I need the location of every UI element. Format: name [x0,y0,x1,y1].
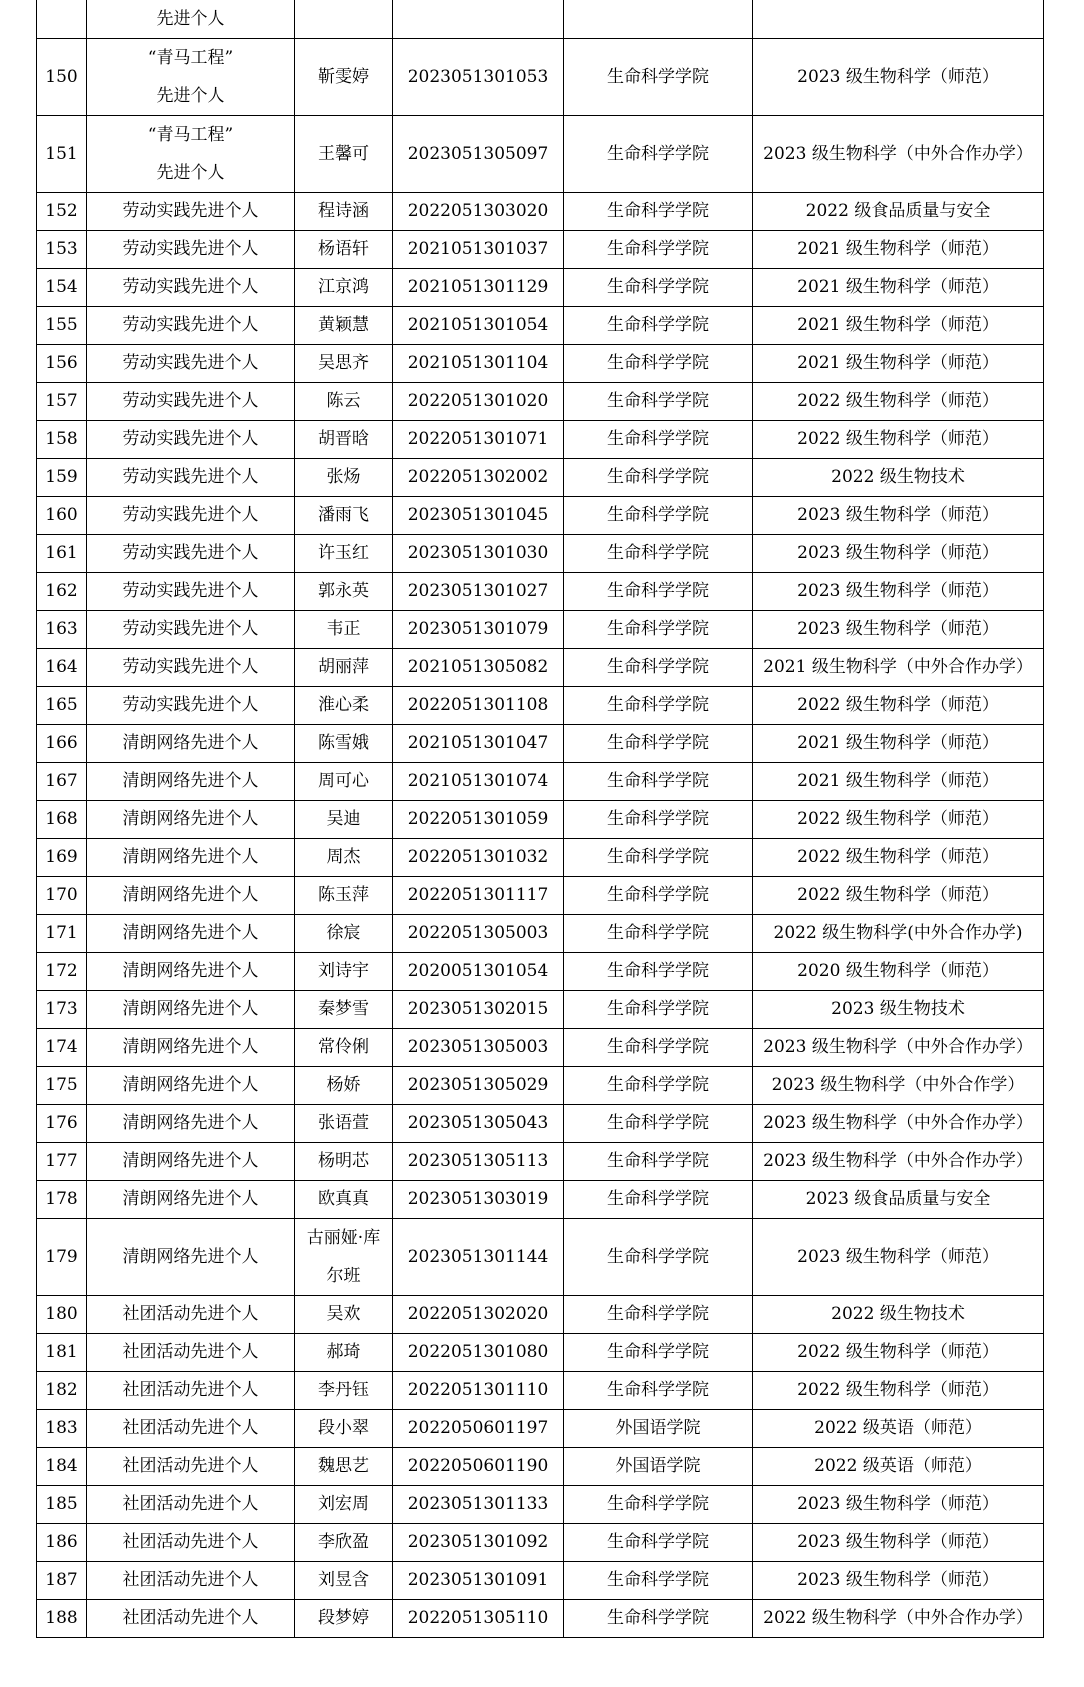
cell-award: 社团活动先进个人 [87,1296,295,1334]
cell-id: 2023051301133 [393,1486,564,1524]
cell-college: 生命科学学院 [564,39,753,116]
cell-no: 178 [37,1181,87,1219]
cell-college: 生命科学学院 [564,345,753,383]
cell-name [295,0,393,39]
cell-college: 生命科学学院 [564,649,753,687]
cell-award: 劳动实践先进个人 [87,231,295,269]
cell-award: 社团活动先进个人 [87,1372,295,1410]
cell-award: 劳动实践先进个人 [87,421,295,459]
cell-award-line: “青马工程” [147,48,234,68]
cell-no: 182 [37,1372,87,1410]
cell-id: 2021051301104 [393,345,564,383]
cell-college: 生命科学学院 [564,1029,753,1067]
cell-no: 172 [37,953,87,991]
table-row [37,383,1044,421]
cell-id: 2022051301032 [393,839,564,877]
cell-no: 185 [37,1486,87,1524]
cell-name: 许玉红 [295,535,393,573]
cell-name: 黄颖慧 [295,307,393,345]
cell-class [753,0,1044,39]
cell-college: 生命科学学院 [564,1600,753,1638]
cell-name: 韦正 [295,611,393,649]
table-row [37,1372,1044,1410]
cell-class: 2023 级生物科学（师范） [753,1524,1044,1562]
cell-no: 170 [37,877,87,915]
cell-name: 欧真真 [295,1181,393,1219]
cell-no: 169 [37,839,87,877]
cell-class: 2023 级生物科学（师范） [753,535,1044,573]
cell-id: 2023051305113 [393,1143,564,1181]
cell-class: 2020 级生物科学（师范） [753,953,1044,991]
cell-name: 靳雯婷 [295,39,393,116]
table-row [37,193,1044,231]
table-row-continuation [37,0,1044,39]
table-row [37,345,1044,383]
cell-award: 劳动实践先进个人 [87,649,295,687]
cell-name: 杨明芯 [295,1143,393,1181]
cell-class: 2021 级生物科学（师范） [753,345,1044,383]
table-row [37,763,1044,801]
cell-college: 生命科学学院 [564,1105,753,1143]
cell-name: 杨语轩 [295,231,393,269]
cell-no: 150 [37,39,87,116]
cell-no: 184 [37,1448,87,1486]
table-row [37,1562,1044,1600]
cell-college: 生命科学学院 [564,1486,753,1524]
award-table-body [37,0,1044,1638]
cell-class: 2022 级生物科学（师范） [753,421,1044,459]
cell-college: 生命科学学院 [564,801,753,839]
cell-no: 171 [37,915,87,953]
cell-college: 生命科学学院 [564,763,753,801]
cell-award: 劳动实践先进个人 [87,345,295,383]
cell-class: 2022 级英语（师范） [753,1410,1044,1448]
cell-award: 清朗网络先进个人 [87,1181,295,1219]
cell-id: 2021051301129 [393,269,564,307]
cell-college: 生命科学学院 [564,991,753,1029]
table-row [37,497,1044,535]
cell-college: 生命科学学院 [564,1524,753,1562]
cell-college: 生命科学学院 [564,1296,753,1334]
cell-id: 2023051301144 [393,1219,564,1296]
cell-award: 社团活动先进个人 [87,1486,295,1524]
cell-college: 生命科学学院 [564,725,753,763]
cell-class: 2022 级生物科学（师范） [753,839,1044,877]
cell-id: 2023051301092 [393,1524,564,1562]
cell-class: 2023 级生物科学（中外合作办学） [753,1029,1044,1067]
table-row [37,687,1044,725]
table-row [37,269,1044,307]
cell-no: 157 [37,383,87,421]
cell-award: 社团活动先进个人 [87,1600,295,1638]
cell-no: 164 [37,649,87,687]
table-row [37,1600,1044,1638]
cell-class: 2022 级食品质量与安全 [753,193,1044,231]
cell-award: 清朗网络先进个人 [87,801,295,839]
cell-id: 2022050601190 [393,1448,564,1486]
table-row [37,39,1044,116]
cell-no: 155 [37,307,87,345]
table-row [37,725,1044,763]
table-row [37,839,1044,877]
cell-name: 陈玉萍 [295,877,393,915]
table-row [37,1486,1044,1524]
cell-id: 2022051305110 [393,1600,564,1638]
cell-no: 183 [37,1410,87,1448]
cell-id: 2023051305097 [393,116,564,193]
cell-id: 2021051301074 [393,763,564,801]
cell-college [564,0,753,39]
cell-id: 2023051302015 [393,991,564,1029]
cell-college: 外国语学院 [564,1410,753,1448]
table-row [37,1105,1044,1143]
cell-class: 2022 级生物科学（师范） [753,877,1044,915]
cell-no: 186 [37,1524,87,1562]
cell-class: 2022 级生物科学（师范） [753,383,1044,421]
cell-id: 2023051301030 [393,535,564,573]
cell-name: 张炀 [295,459,393,497]
cell-award: 劳动实践先进个人 [87,535,295,573]
cell-no: 152 [37,193,87,231]
cell-award: 清朗网络先进个人 [87,877,295,915]
cell-college: 生命科学学院 [564,877,753,915]
cell-id: 2022051301071 [393,421,564,459]
cell-award: 社团活动先进个人 [87,1448,295,1486]
table-row [37,307,1044,345]
cell-award: 清朗网络先进个人 [87,763,295,801]
cell-no: 160 [37,497,87,535]
cell-award: 劳动实践先进个人 [87,497,295,535]
cell-college: 生命科学学院 [564,497,753,535]
cell-no: 188 [37,1600,87,1638]
cell-name-line: 尔班 [326,1266,361,1286]
cell-class: 2023 级生物科学（中外合作办学） [753,1105,1044,1143]
cell-name: 江京鸿 [295,269,393,307]
cell-id: 2023051305029 [393,1067,564,1105]
cell-class: 2022 级生物科学（师范） [753,801,1044,839]
table-row [37,1029,1044,1067]
cell-no: 158 [37,421,87,459]
cell-name: 段梦婷 [295,1600,393,1638]
cell-award [87,39,295,116]
cell-name: 王馨可 [295,116,393,193]
cell-award [87,116,295,193]
cell-id: 2022051302002 [393,459,564,497]
table-row [37,421,1044,459]
cell-name: 周可心 [295,763,393,801]
cell-college: 生命科学学院 [564,193,753,231]
cell-college: 生命科学学院 [564,573,753,611]
cell-name: 程诗涵 [295,193,393,231]
cell-name: 张语萱 [295,1105,393,1143]
cell-id: 2021051301054 [393,307,564,345]
cell-id: 2023051305043 [393,1105,564,1143]
cell-college: 生命科学学院 [564,1372,753,1410]
cell-no: 156 [37,345,87,383]
cell-no: 187 [37,1562,87,1600]
cell-no: 161 [37,535,87,573]
cell-name: 郭永英 [295,573,393,611]
cell-college: 生命科学学院 [564,1334,753,1372]
cell-name: 吴迪 [295,801,393,839]
cell-name: 李丹钰 [295,1372,393,1410]
cell-college: 生命科学学院 [564,383,753,421]
cell-id: 2022051301080 [393,1334,564,1372]
cell-no: 166 [37,725,87,763]
cell-name: 常伶俐 [295,1029,393,1067]
cell-class: 2022 级生物科学（中外合作办学） [753,1600,1044,1638]
cell-award: 社团活动先进个人 [87,1410,295,1448]
cell-class: 2023 级生物技术 [753,991,1044,1029]
cell-award-line: 先进个人 [156,163,225,183]
cell-class: 2022 级生物技术 [753,459,1044,497]
cell-class: 2023 级生物科学（师范） [753,1219,1044,1296]
cell-award: 清朗网络先进个人 [87,1143,295,1181]
cell-class: 2023 级食品质量与安全 [753,1181,1044,1219]
award-list-sheet [36,0,1043,1638]
cell-college: 生命科学学院 [564,687,753,725]
cell-id [393,0,564,39]
cell-award: 劳动实践先进个人 [87,687,295,725]
cell-name: 段小翠 [295,1410,393,1448]
table-row [37,1067,1044,1105]
cell-name-line: 古丽娅·库 [306,1228,381,1248]
cell-no: 180 [37,1296,87,1334]
cell-name: 吴欢 [295,1296,393,1334]
cell-award: 劳动实践先进个人 [87,459,295,497]
cell-class: 2023 级生物科学（师范） [753,611,1044,649]
table-row [37,459,1044,497]
cell-no: 176 [37,1105,87,1143]
cell-no: 159 [37,459,87,497]
cell-id: 2021051301047 [393,725,564,763]
cell-id: 2023051301053 [393,39,564,116]
cell-class: 2022 级生物科学（师范） [753,687,1044,725]
cell-no: 163 [37,611,87,649]
cell-award: 清朗网络先进个人 [87,953,295,991]
cell-name: 刘宏周 [295,1486,393,1524]
cell-class: 2023 级生物科学（中外合作办学） [753,1143,1044,1181]
cell-id: 2023051301027 [393,573,564,611]
cell-college: 生命科学学院 [564,307,753,345]
table-row [37,1524,1044,1562]
cell-class: 2023 级生物科学（中外合作办学） [753,116,1044,193]
table-row [37,991,1044,1029]
cell-name: 杨娇 [295,1067,393,1105]
cell-name: 刘诗宇 [295,953,393,991]
cell-id: 2022051305003 [393,915,564,953]
cell-no: 173 [37,991,87,1029]
cell-class: 2023 级生物科学（师范） [753,1562,1044,1600]
cell-college: 生命科学学院 [564,611,753,649]
cell-class: 2022 级生物科学（师范） [753,1334,1044,1372]
cell-id: 2022051301059 [393,801,564,839]
cell-id: 2022051301108 [393,687,564,725]
table-row [37,1181,1044,1219]
cell-award: 先进个人 [87,0,295,39]
cell-id: 2023051305003 [393,1029,564,1067]
cell-college: 生命科学学院 [564,1143,753,1181]
cell-name: 李欣盈 [295,1524,393,1562]
cell-id: 2022051301110 [393,1372,564,1410]
cell-award-line: “青马工程” [147,125,234,145]
cell-id: 2023051301091 [393,1562,564,1600]
table-row [37,1296,1044,1334]
cell-id: 2022051303020 [393,193,564,231]
cell-no: 167 [37,763,87,801]
cell-id: 2021051301037 [393,231,564,269]
table-row [37,116,1044,193]
cell-award: 劳动实践先进个人 [87,573,295,611]
cell-no: 177 [37,1143,87,1181]
cell-award: 清朗网络先进个人 [87,991,295,1029]
cell-name: 胡晋晗 [295,421,393,459]
cell-name [295,1219,393,1296]
table-row [37,1448,1044,1486]
cell-award: 劳动实践先进个人 [87,611,295,649]
cell-class: 2021 级生物科学（师范） [753,763,1044,801]
cell-no: 153 [37,231,87,269]
cell-award: 清朗网络先进个人 [87,1219,295,1296]
cell-id: 2022051301020 [393,383,564,421]
cell-no: 165 [37,687,87,725]
table-row [37,231,1044,269]
cell-no: 181 [37,1334,87,1372]
cell-award: 劳动实践先进个人 [87,307,295,345]
cell-no [37,0,87,39]
cell-college: 生命科学学院 [564,1067,753,1105]
table-row [37,535,1044,573]
cell-award: 劳动实践先进个人 [87,193,295,231]
cell-name: 胡丽萍 [295,649,393,687]
cell-no: 175 [37,1067,87,1105]
cell-college: 生命科学学院 [564,231,753,269]
cell-id: 2022051302020 [393,1296,564,1334]
cell-class: 2021 级生物科学（师范） [753,307,1044,345]
cell-class: 2022 级英语（师范） [753,1448,1044,1486]
table-row [37,953,1044,991]
cell-award: 清朗网络先进个人 [87,839,295,877]
cell-name: 郝琦 [295,1334,393,1372]
table-row [37,1143,1044,1181]
cell-class: 2023 级生物科学（中外合作学） [753,1067,1044,1105]
table-row [37,1410,1044,1448]
cell-college: 生命科学学院 [564,1219,753,1296]
cell-college: 生命科学学院 [564,535,753,573]
cell-no: 151 [37,116,87,193]
cell-name: 潘雨飞 [295,497,393,535]
cell-name: 秦梦雪 [295,991,393,1029]
table-row [37,649,1044,687]
cell-class: 2021 级生物科学（中外合作办学） [753,649,1044,687]
cell-college: 生命科学学院 [564,421,753,459]
cell-class: 2022 级生物科学(中外合作办学) [753,915,1044,953]
cell-no: 174 [37,1029,87,1067]
cell-name: 徐宸 [295,915,393,953]
cell-class: 2021 级生物科学（师范） [753,269,1044,307]
cell-award: 清朗网络先进个人 [87,1067,295,1105]
cell-name: 魏思艺 [295,1448,393,1486]
cell-no: 168 [37,801,87,839]
table-row [37,611,1044,649]
cell-id: 2022050601197 [393,1410,564,1448]
cell-college: 外国语学院 [564,1448,753,1486]
cell-id: 2020051301054 [393,953,564,991]
cell-id: 2023051301079 [393,611,564,649]
cell-award: 劳动实践先进个人 [87,383,295,421]
cell-college: 生命科学学院 [564,116,753,193]
cell-award: 社团活动先进个人 [87,1562,295,1600]
cell-id: 2022051301117 [393,877,564,915]
cell-no: 154 [37,269,87,307]
cell-award: 社团活动先进个人 [87,1524,295,1562]
cell-name: 淮心柔 [295,687,393,725]
cell-id: 2023051301045 [393,497,564,535]
cell-award: 清朗网络先进个人 [87,1105,295,1143]
cell-class: 2023 级生物科学（师范） [753,39,1044,116]
cell-name: 刘昱含 [295,1562,393,1600]
cell-college: 生命科学学院 [564,1562,753,1600]
table-row [37,1334,1044,1372]
cell-class: 2023 级生物科学（师范） [753,1486,1044,1524]
cell-award: 劳动实践先进个人 [87,269,295,307]
cell-no: 179 [37,1219,87,1296]
cell-award: 清朗网络先进个人 [87,1029,295,1067]
cell-college: 生命科学学院 [564,1181,753,1219]
cell-award-line: 先进个人 [156,86,225,106]
cell-name: 吴思齐 [295,345,393,383]
award-table [36,0,1044,1638]
cell-college: 生命科学学院 [564,953,753,991]
cell-no: 162 [37,573,87,611]
cell-class: 2023 级生物科学（师范） [753,573,1044,611]
cell-id: 2021051305082 [393,649,564,687]
table-row [37,877,1044,915]
cell-college: 生命科学学院 [564,915,753,953]
cell-class: 2023 级生物科学（师范） [753,497,1044,535]
cell-award: 清朗网络先进个人 [87,915,295,953]
cell-class: 2021 级生物科学（师范） [753,725,1044,763]
cell-award: 社团活动先进个人 [87,1334,295,1372]
table-row [37,1219,1044,1296]
cell-award: 清朗网络先进个人 [87,725,295,763]
cell-college: 生命科学学院 [564,269,753,307]
cell-college: 生命科学学院 [564,459,753,497]
cell-name: 陈云 [295,383,393,421]
table-row [37,915,1044,953]
table-row [37,573,1044,611]
cell-class: 2022 级生物技术 [753,1296,1044,1334]
table-row [37,801,1044,839]
cell-name: 周杰 [295,839,393,877]
cell-class: 2022 级生物科学（师范） [753,1372,1044,1410]
cell-id: 2023051303019 [393,1181,564,1219]
cell-class: 2021 级生物科学（师范） [753,231,1044,269]
cell-name: 陈雪娥 [295,725,393,763]
cell-college: 生命科学学院 [564,839,753,877]
